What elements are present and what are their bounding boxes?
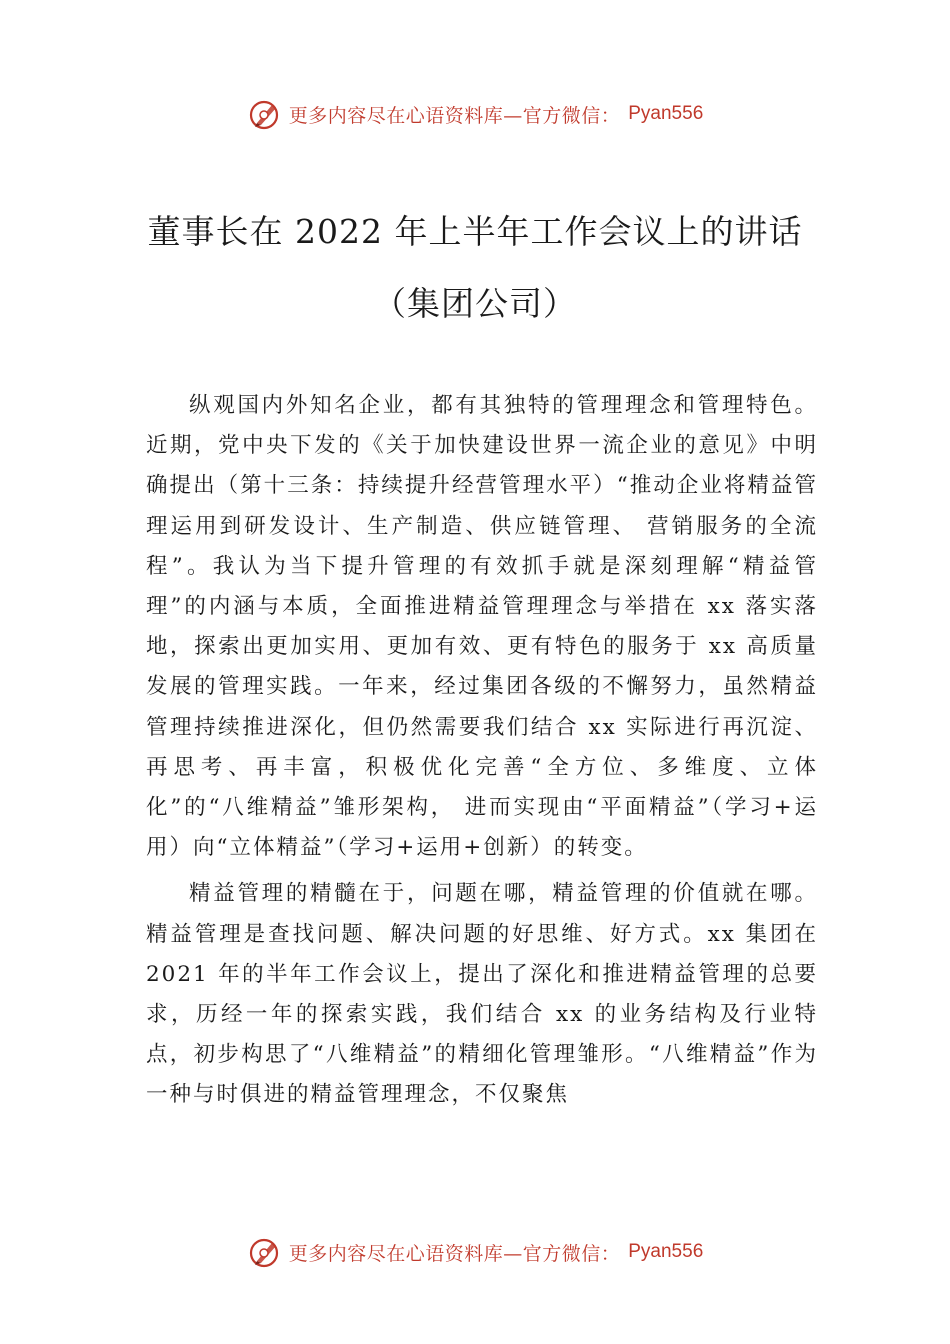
header-watermark	[0, 94, 950, 134]
watermark-text: 更多内容尽在心语资料库—官方微信：	[288, 104, 621, 127]
body-paragraph-1: 纵观国内外知名企业，都有其独特的管理理念和管理特色。近期，党中央下发的《关于加快建设世界一流企业的意见》中明确提出（第十三条：持续提升经营管理水平）“推动企业将精益管理运用到研发设计、生产制造、供应链管理、 营销服务的全流程”。我认为当下提升管理的有效抓手就是深刻理解“精益管理”的内涵与本质，全面推进精益管理理念与举措在 xx 落实落地，探索出更加实用、更加有效、更有特色的服务于 xx 高质量发展的管理实践。一年来，经过集团各级的不懈努力，虽然精益管理持续推进深化，但仍然需要我们结合 xx 实际进行再沉淀、再思考、再丰富，积极优化完善“全方位、多维度、立体化”的“八维精益”雏形架构， 进而实现由“平面精益”（学习+运用）向“立体精益”（学习+运用+创新）的转变。	[146, 393, 818, 861]
watermark-wechat-id: Pyan556	[628, 103, 704, 124]
document-subtitle: （集团公司）	[373, 284, 577, 323]
body-paragraph-2: 精益管理的精髓在于，问题在哪，精益管理的价值就在哪。精益管理是查找问题、解决问题的好思维、好方式。xx 集团在 2021 年的半年工作会议上，提出了深化和推进精益管理的总要求，历经一年的探索实践，我们结合 xx 的业务结构及行业特点，初步构思了“八维精益”的精细化管理雏形。“八维精益”作为一种与时俱进的精益管理理念，不仅聚焦	[146, 881, 818, 1108]
watermark-wechat-id: Pyan556	[628, 1241, 704, 1262]
document-title: 董事长在 2022 年上半年工作会议上的讲话	[147, 212, 803, 251]
pen-circle-logo-icon	[247, 1234, 283, 1270]
pen-circle-logo-icon	[247, 96, 283, 132]
watermark-text: 更多内容尽在心语资料库—官方微信：	[288, 1242, 621, 1265]
document-body	[146, 386, 818, 1122]
footer-watermark	[0, 1232, 950, 1272]
